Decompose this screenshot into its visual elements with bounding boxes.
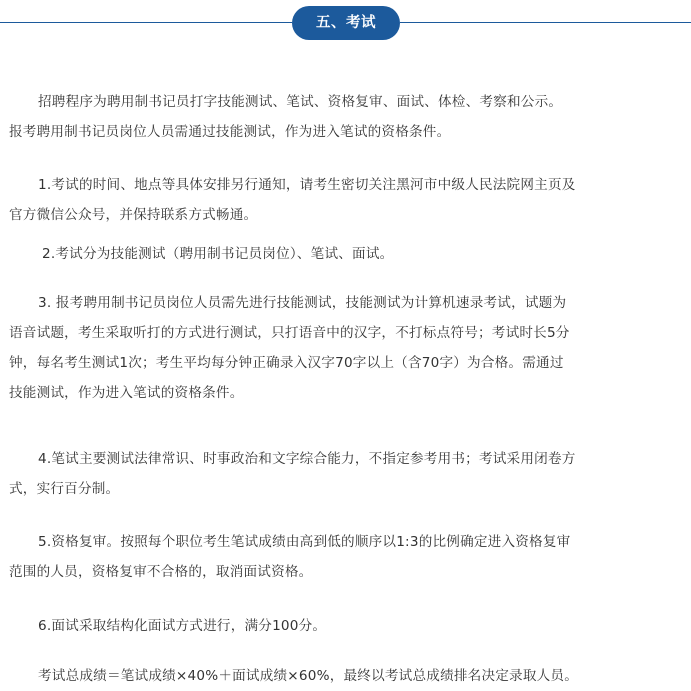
text-line: 2.考试分为技能测试（聘用制书记员岗位）、笔试、面试。 <box>42 246 394 262</box>
section-title-badge: 五、考试 <box>292 6 400 40</box>
header-rule-left <box>0 22 292 23</box>
paragraph-item-6 <box>9 611 689 641</box>
paragraph-item-5 <box>9 527 689 587</box>
text-line: 范围的人员，资格复审不合格的，取消面试资格。 <box>9 564 313 580</box>
text-line: 4.笔试主要测试法律常识、时事政治和文字综合能力，不指定参考用书；考试采用闭卷方 <box>38 451 576 467</box>
paragraph-item-3 <box>9 288 689 408</box>
text-line: 考试总成绩＝笔试成绩×40%＋面试成绩×60%，最终以考试总成绩排名决定录取人员。 <box>38 668 578 684</box>
paragraph-item-2 <box>9 239 689 269</box>
header-rule-right <box>400 22 691 23</box>
paragraph-item-1 <box>9 170 689 230</box>
text-line: 式，实行百分制。 <box>9 481 120 497</box>
text-line: 语音试题，考生采取听打的方式进行测试，只打语音中的汉字，不打标点符号；考试时长5分 <box>9 325 570 341</box>
text-line: 报考聘用制书记员岗位人员需通过技能测试，作为进入笔试的资格条件。 <box>9 124 451 140</box>
text-line: 5.资格复审。按照每个职位考生笔试成绩由高到低的顺序以1:3的比例确定进入资格复审 <box>38 534 571 550</box>
text-line: 招聘程序为聘用制书记员打字技能测试、笔试、资格复审、面试、体检、考察和公示。 <box>38 94 563 110</box>
paragraph-item-4 <box>9 444 689 504</box>
text-line: 6.面试采取结构化面试方式进行，满分100分。 <box>38 618 327 634</box>
section-header <box>0 0 691 46</box>
text-line: 钟，每名考生测试1次；考生平均每分钟正确录入汉字70字以上（含70字）为合格。需通过 <box>9 355 564 371</box>
text-line: 技能测试，作为进入笔试的资格条件。 <box>9 385 244 401</box>
paragraph-intro <box>9 87 689 147</box>
text-line: 1.考试的时间、地点等具体安排另行通知，请考生密切关注黑河市中级人民法院网主页及 <box>38 177 576 193</box>
paragraph-total-score <box>9 661 689 691</box>
text-line: 官方微信公众号，并保持联系方式畅通。 <box>9 207 258 223</box>
text-line: 3. 报考聘用制书记员岗位人员需先进行技能测试，技能测试为计算机速录考试，试题为 <box>38 295 567 311</box>
